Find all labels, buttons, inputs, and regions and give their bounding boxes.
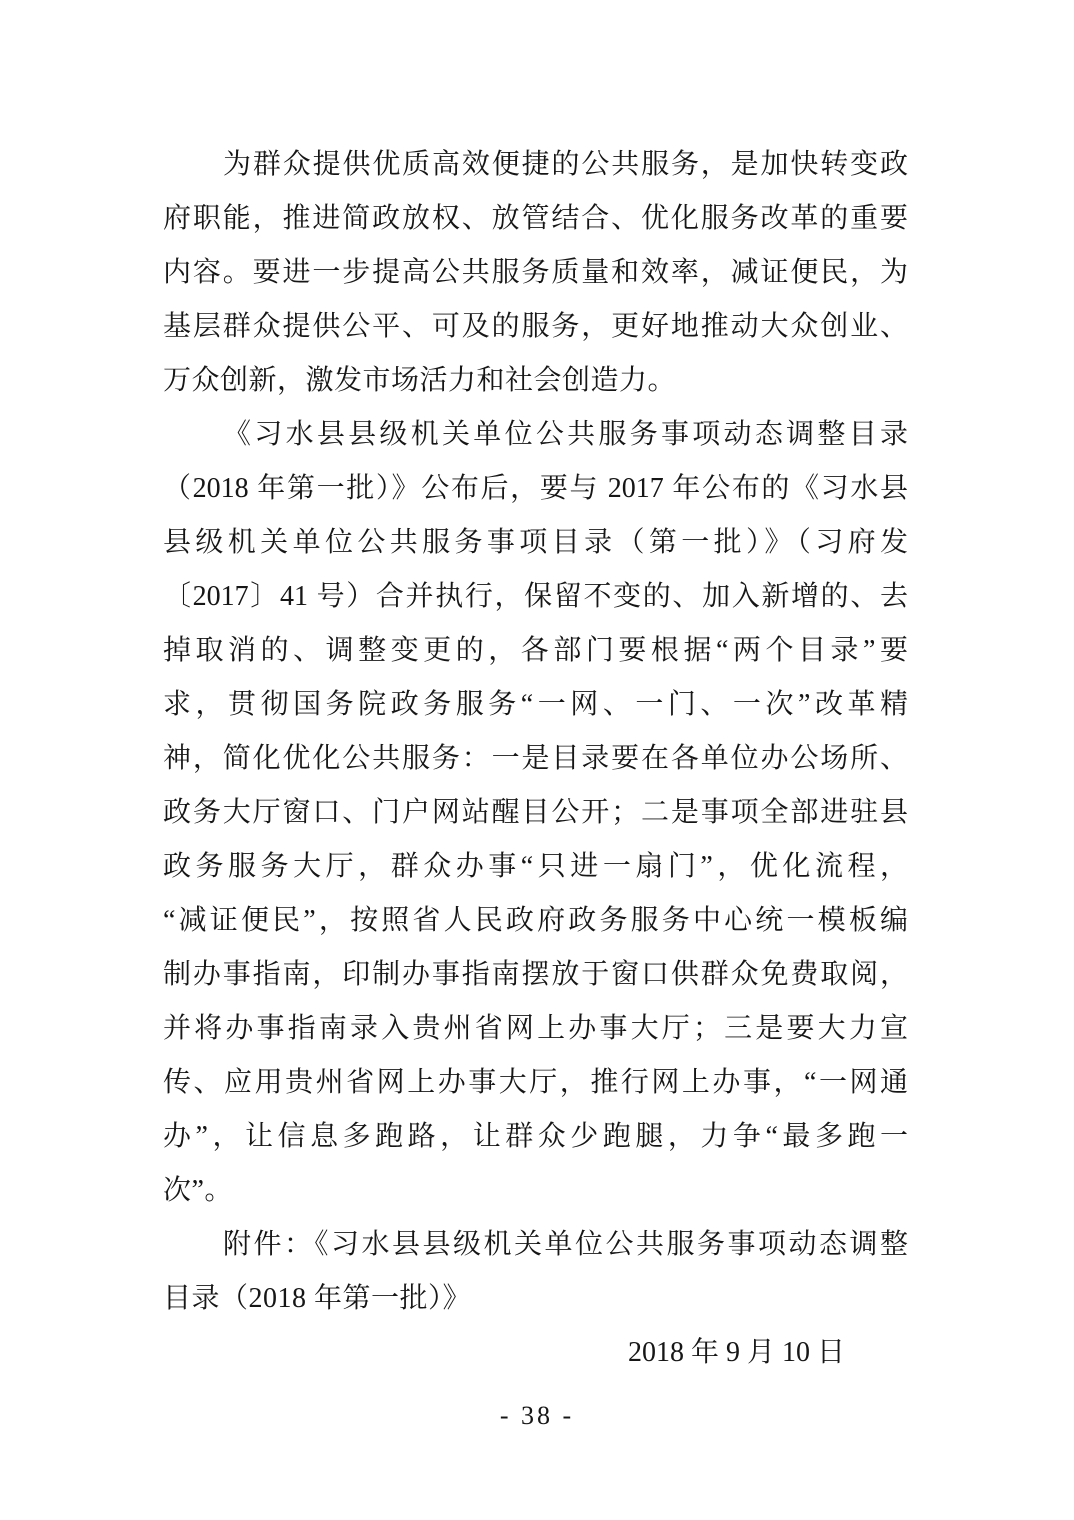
text-line: 府职能，推进简政放权、放管结合、优化服务改革的重要 [163, 203, 908, 234]
text-line: 万众创新，激发市场活力和社会创造力。 [163, 365, 677, 396]
text-line: 政务大厅窗口、门户网站醒目公开；二是事项全部进驻县 [163, 797, 908, 828]
attachment-line: 附件：《习水县县级机关单位公共服务事项动态调整 [223, 1229, 908, 1260]
text-line: 制办事指南，印制办事指南摆放于窗口供群众免费取阅， [163, 959, 908, 990]
text-line: 次”。 [163, 1175, 233, 1206]
page-number: - 38 - [499, 1401, 575, 1430]
text-line: 基层群众提供公平、可及的服务，更好地推动大众创业、 [163, 311, 908, 342]
text-line: 《习水县县级机关单位公共服务事项动态调整目录 [223, 419, 908, 450]
date-line: 2018 年 9 月 10 日 [627, 1337, 845, 1368]
paragraph-catalog-requirements [163, 408, 908, 1218]
paragraph-attachment [163, 1218, 908, 1326]
text-line: 〔2017〕41 号）合并执行，保留不变的、加入新增的、去 [163, 581, 908, 612]
text-line: “减证便民”，按照省人民政府政务服务中心统一模板编 [163, 905, 908, 936]
text-line: 掉取消的、调整变更的，各部门要根据“两个目录”要 [163, 635, 908, 666]
text-line: 为群众提供优质高效便捷的公共服务，是加快转变政 [223, 149, 908, 180]
text-line: 并将办事指南录入贵州省网上办事大厅；三是要大力宣 [163, 1013, 908, 1044]
document-body [163, 138, 908, 1380]
text-line: 办”，让信息多跑路，让群众少跑腿，力争“最多跑一 [163, 1121, 908, 1152]
paragraph-intro [163, 138, 908, 408]
attachment-line: 目录（2018 年第一批）》 [163, 1283, 472, 1314]
text-line: 求，贯彻国务院政务服务“一网、一门、一次”改革精 [163, 689, 908, 720]
text-line: 政务服务大厅，群众办事“只进一扇门”，优化流程， [163, 851, 908, 882]
text-line: 县级机关单位公共服务事项目录（第一批）》（习府发 [163, 527, 908, 558]
text-line: 神，简化优化公共服务：一是目录要在各单位办公场所、 [163, 743, 908, 774]
text-line: 传、应用贵州省网上办事大厅，推行网上办事，“一网通 [163, 1067, 908, 1098]
text-line: （2018 年第一批）》公布后，要与 2017 年公布的《习水县 [163, 473, 908, 504]
text-line: 内容。要进一步提高公共服务质量和效率，减证便民，为 [163, 257, 908, 288]
